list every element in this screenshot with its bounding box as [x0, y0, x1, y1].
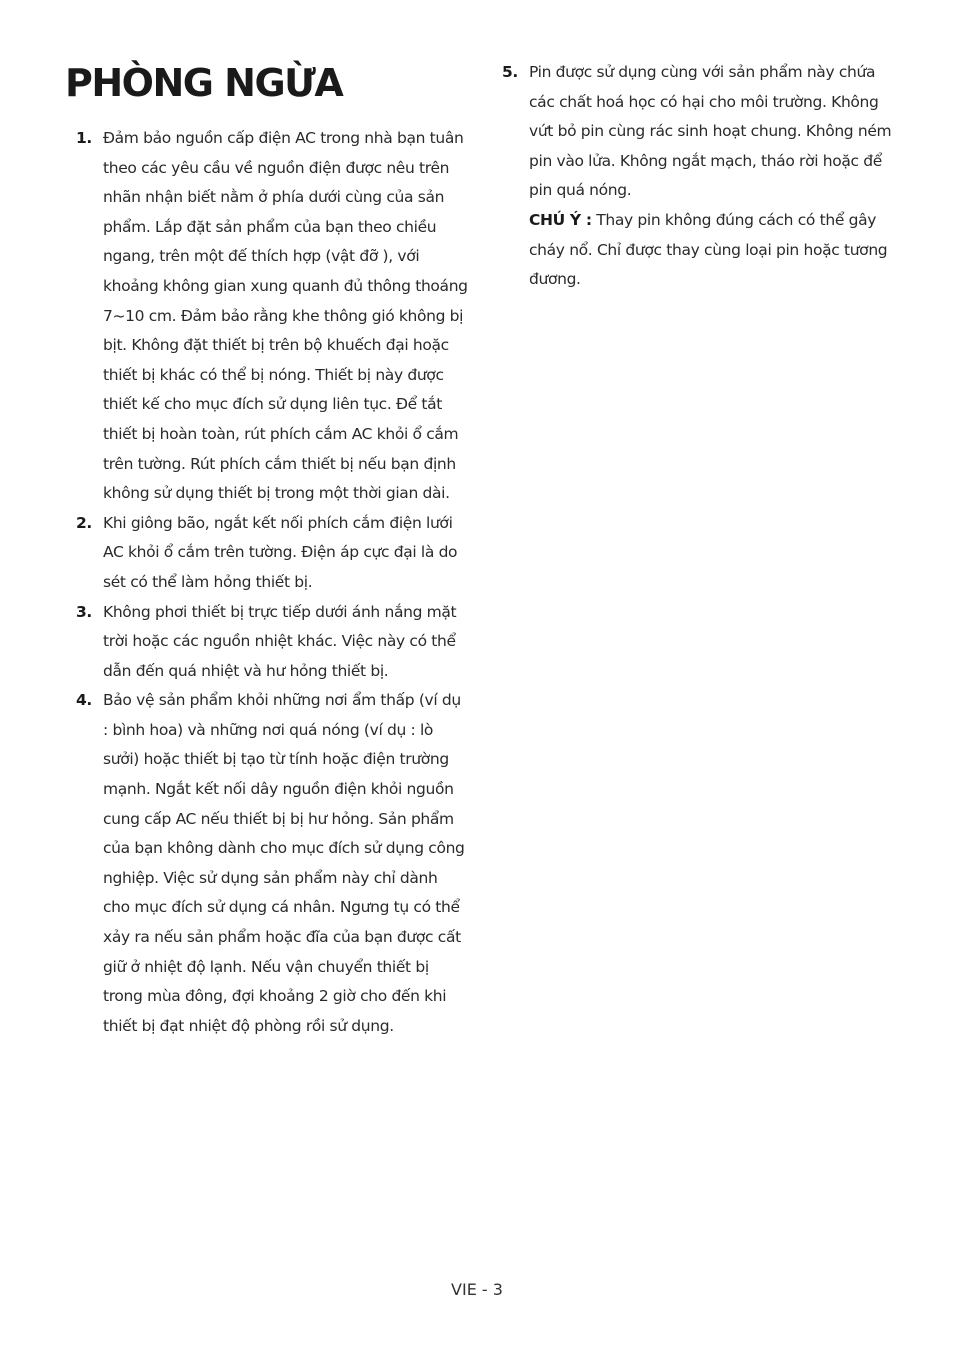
page-title: PHÒNG NGỪA	[65, 61, 343, 105]
item-number: 5.	[502, 63, 518, 81]
item-number: 3.	[76, 602, 92, 621]
caution-note	[529, 206, 894, 295]
page-number: VIE - 3	[451, 1280, 503, 1299]
list-item	[76, 124, 468, 509]
item-number: 2.	[76, 513, 92, 532]
caution-label: CHÚ Ý :	[529, 210, 592, 229]
item-number: 1.	[76, 129, 92, 147]
item-text: Pin được sử dụng cùng với sản phẩm này chứa các chất hoá học có hại cho môi trường. Không vứt bỏ pin cùng rác sinh hoạt chung. Không ném pin vào lửa. Không ngắt mạch, tháo rời hoặc để pin quá nóng.	[529, 63, 892, 200]
list-item	[76, 598, 468, 687]
item-text: Khi giông bão, ngắt kết nối phích cắm điện lưới AC khỏi ổ cắm trên tường. Điện áp cực đại là do sét có thể làm hỏng thiết bị.	[103, 513, 458, 591]
list-item	[502, 58, 894, 295]
item-text: Đảm bảo nguồn cấp điện AC trong nhà bạn tuân theo các yêu cầu về nguồn điện được nêu trên nhãn nhận biết nằm ở phía dưới cùng của sản phẩm. Lắp đặt sản phẩm của bạn theo chiều ngang, trên một đế thích hợp (vật đỡ ), với khoảng không gian xung quanh đủ thông thoáng 7~10 cm. Đảm bảo rằng khe thông gió không bị bịt. Không đặt thiết bị trên bộ khuếch đại hoặc thiết bị khác có thể bị nóng. Thiết bị này được thiết kế cho mục đích sử dụng liên tục. Để tắt thiết bị hoàn toàn, rút phích cắm AC khỏi ổ cắm trên tường. Rút phích cắm thiết bị nếu bạn định không sử dụng thiết bị trong một thời gian dài.	[103, 129, 468, 503]
list-item	[76, 686, 468, 1041]
item-number: 4.	[76, 691, 92, 710]
caution-text: Thay pin không đúng cách có thể gây cháy nổ. Chỉ được thay cùng loại pin hoặc tương đương.	[529, 210, 888, 289]
item-text: Bảo vệ sản phẩm khỏi những nơi ẩm thấp (ví dụ : bình hoa) và những nơi quá nóng (ví dụ : lò sưởi) hoặc thiết bị tạo từ tính hoặc điện trường mạnh. Ngắt kết nối dây nguồn điện khỏi nguồn cung cấp AC nếu thiết bị bị hư hỏng. Sản phẩm của bạn không dành cho mục đích sử dụng công nghiệp. Việc sử dụng sản phẩm này chỉ dành cho mục đích sử dụng cá nhân. Ngưng tụ có thể xảy ra nếu sản phẩm hoặc đĩa của bạn được cất giữ ở nhiệt độ lạnh. Nếu vận chuyển thiết bị trong mùa đông, đợi khoảng 2 giờ cho đến khi thiết bị đạt nhiệt độ phòng rồi sử dụng.	[103, 691, 465, 1035]
precautions-list-right-column	[502, 58, 894, 295]
precautions-list-left-column	[76, 124, 468, 1041]
list-item	[76, 509, 468, 598]
item-text: Không phơi thiết bị trực tiếp dưới ánh nắng mặt trời hoặc các nguồn nhiệt khác. Việc này có thể dẫn đến quá nhiệt và hư hỏng thiết bị.	[103, 602, 457, 680]
